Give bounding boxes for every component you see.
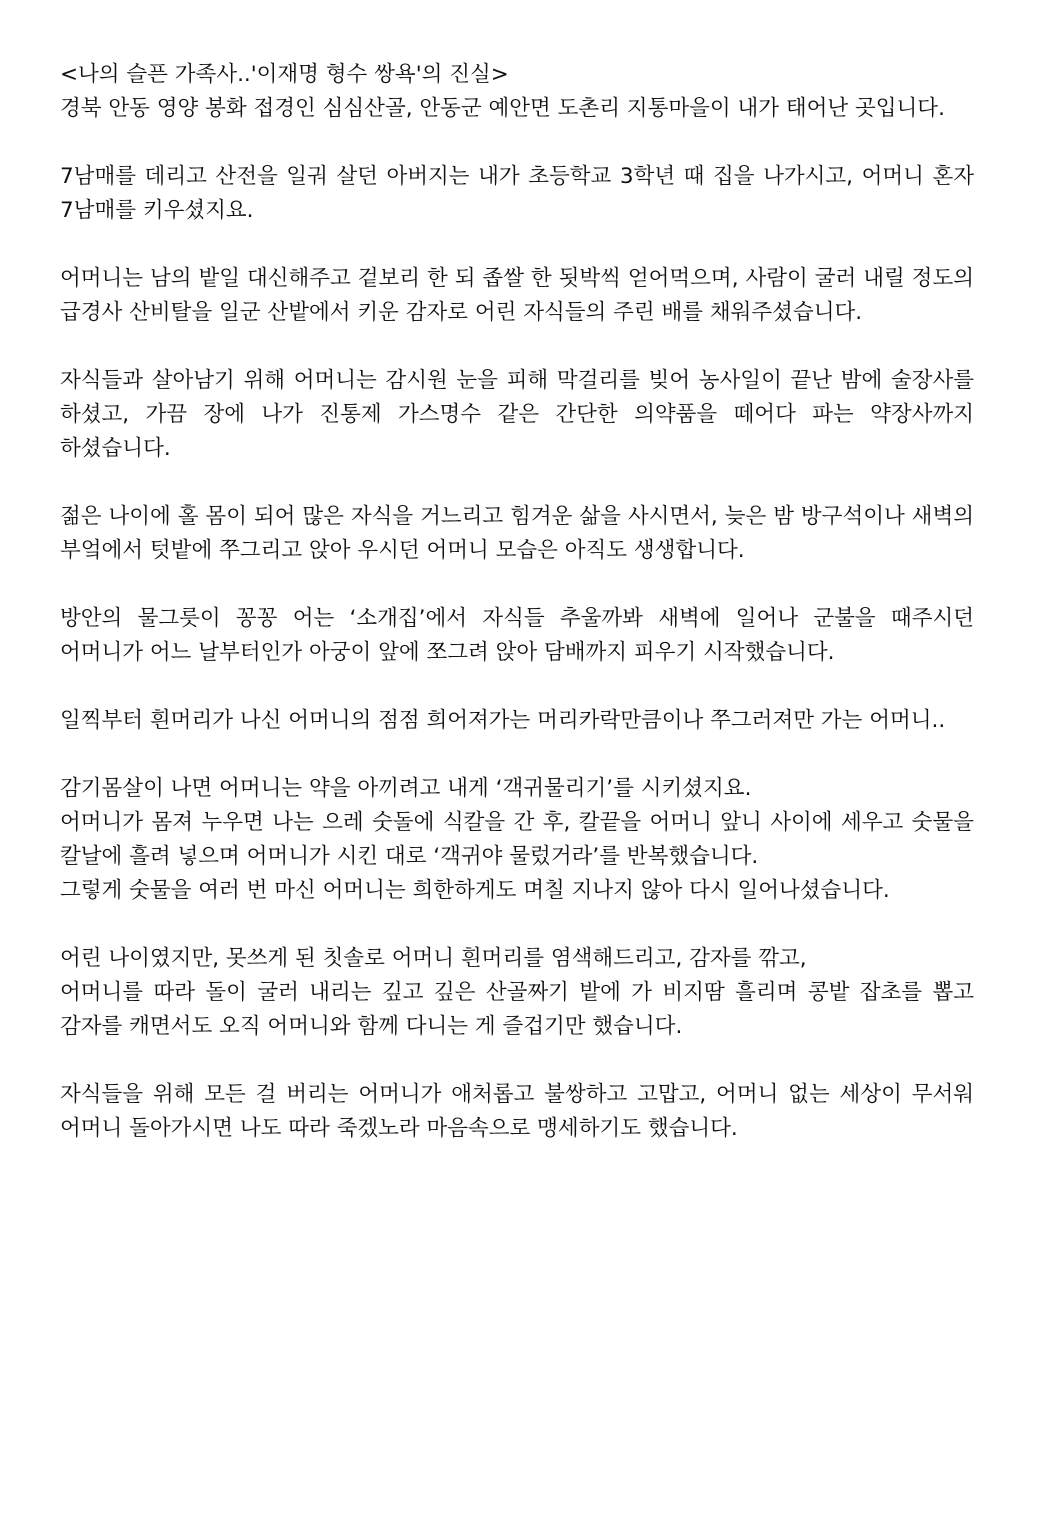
paragraph-line: 어머니가 몸져 누우면 나는 으레 숫돌에 식칼을 간 후, 칼끝을 어머니 앞니 사이에 세우고 숫물을 칼날에 흘려 넣으며 어머니가 시킨 대로 ‘객귀야 물렀거라’를 반복했습니다. bbox=[60, 810, 974, 869]
paragraph-line: 자식들을 위해 모든 걸 버리는 어머니가 애처롭고 불쌍하고 고맙고, 어머니 없는 세상이 무서워 어머니 돌아가시면 나도 따라 죽겠노라 마음속으로 맹세하기도 했습니다. bbox=[60, 1082, 974, 1141]
paragraph-line: 어머니를 따라 돌이 굴러 내리는 깊고 깊은 산골짜기 밭에 가 비지땀 흘리며 콩밭 잡초를 뽑고 감자를 캐면서도 오직 어머니와 함께 다니는 게 즐겁기만 했습니다. bbox=[60, 980, 974, 1039]
paragraph-line: 7남매를 데리고 산전을 일궈 살던 아버지는 내가 초등학교 3학년 때 집을 나가시고, 어머니 혼자 7남매를 키우셨지요. bbox=[60, 164, 974, 223]
paragraph-line: 방안의 물그릇이 꽁꽁 어는 ‘소개집’에서 자식들 추울까봐 새벽에 일어나 군불을 때주시던 어머니가 어느 날부터인가 아궁이 앞에 쪼그려 앉아 담배까지 피우기 시작했습니다. bbox=[60, 606, 974, 665]
paragraph-childhood-help bbox=[60, 942, 974, 1044]
document-body bbox=[60, 58, 974, 1146]
paragraph-gaekgwi-ritual bbox=[60, 772, 974, 908]
document-title: <나의 슬픈 가족사..'이재명 형수 쌍욕'의 진실> bbox=[60, 62, 509, 87]
paragraph-mother-crying bbox=[60, 500, 974, 568]
paragraph-line: 자식들과 살아남기 위해 어머니는 감시원 눈을 피해 막걸리를 빚어 농사일이 끝난 밤에 술장사를 하셨고, 가끔 장에 나가 진통제 가스명수 같은 간단한 의약품을 떼어다 파는 약장사까지 하셨습니다. bbox=[60, 368, 974, 461]
paragraph-birthplace bbox=[60, 92, 974, 126]
paragraph-line: 어린 나이였지만, 못쓰게 된 칫솔로 어머니 흰머리를 염색해드리고, 감자를 깎고, bbox=[60, 946, 807, 971]
paragraph-father-left bbox=[60, 160, 974, 228]
paragraph-mother-smoking bbox=[60, 602, 974, 670]
paragraph-line: 일찍부터 흰머리가 나신 어머니의 점점 희어져가는 머리카락만큼이나 쭈그러져만 가는 어머니.. bbox=[60, 708, 946, 733]
paragraph-white-hair bbox=[60, 704, 974, 738]
paragraph-line: 어머니는 남의 밭일 대신해주고 겉보리 한 되 좁쌀 한 됫박씩 얻어먹으며, 사람이 굴러 내릴 정도의 급경사 산비탈을 일군 산밭에서 키운 감자로 어린 자식들의 주린 배를 채워주셨습니다. bbox=[60, 266, 974, 325]
paragraph-line: 감기몸살이 나면 어머니는 약을 아끼려고 내게 ‘객귀물리기’를 시키셨지요. bbox=[60, 776, 752, 801]
paragraph-mother-business bbox=[60, 364, 974, 466]
paragraph-line: 그렇게 숫물을 여러 번 마신 어머니는 희한하게도 며칠 지나지 않아 다시 일어나셨습니다. bbox=[60, 878, 890, 903]
paragraph-vow bbox=[60, 1078, 974, 1146]
paragraph-line: 경북 안동 영양 봉화 접경인 심심산골, 안동군 예안면 도촌리 지통마을이 내가 태어난 곳입니다. bbox=[60, 96, 945, 121]
paragraph-line: 젊은 나이에 홀 몸이 되어 많은 자식을 거느리고 힘겨운 삶을 사시면서, 늦은 밤 방구석이나 새벽의 부엌에서 텃밭에 쭈그리고 앉아 우시던 어머니 모습은 아직도 생생합니다. bbox=[60, 504, 974, 563]
paragraph-mother-fieldwork bbox=[60, 262, 974, 330]
